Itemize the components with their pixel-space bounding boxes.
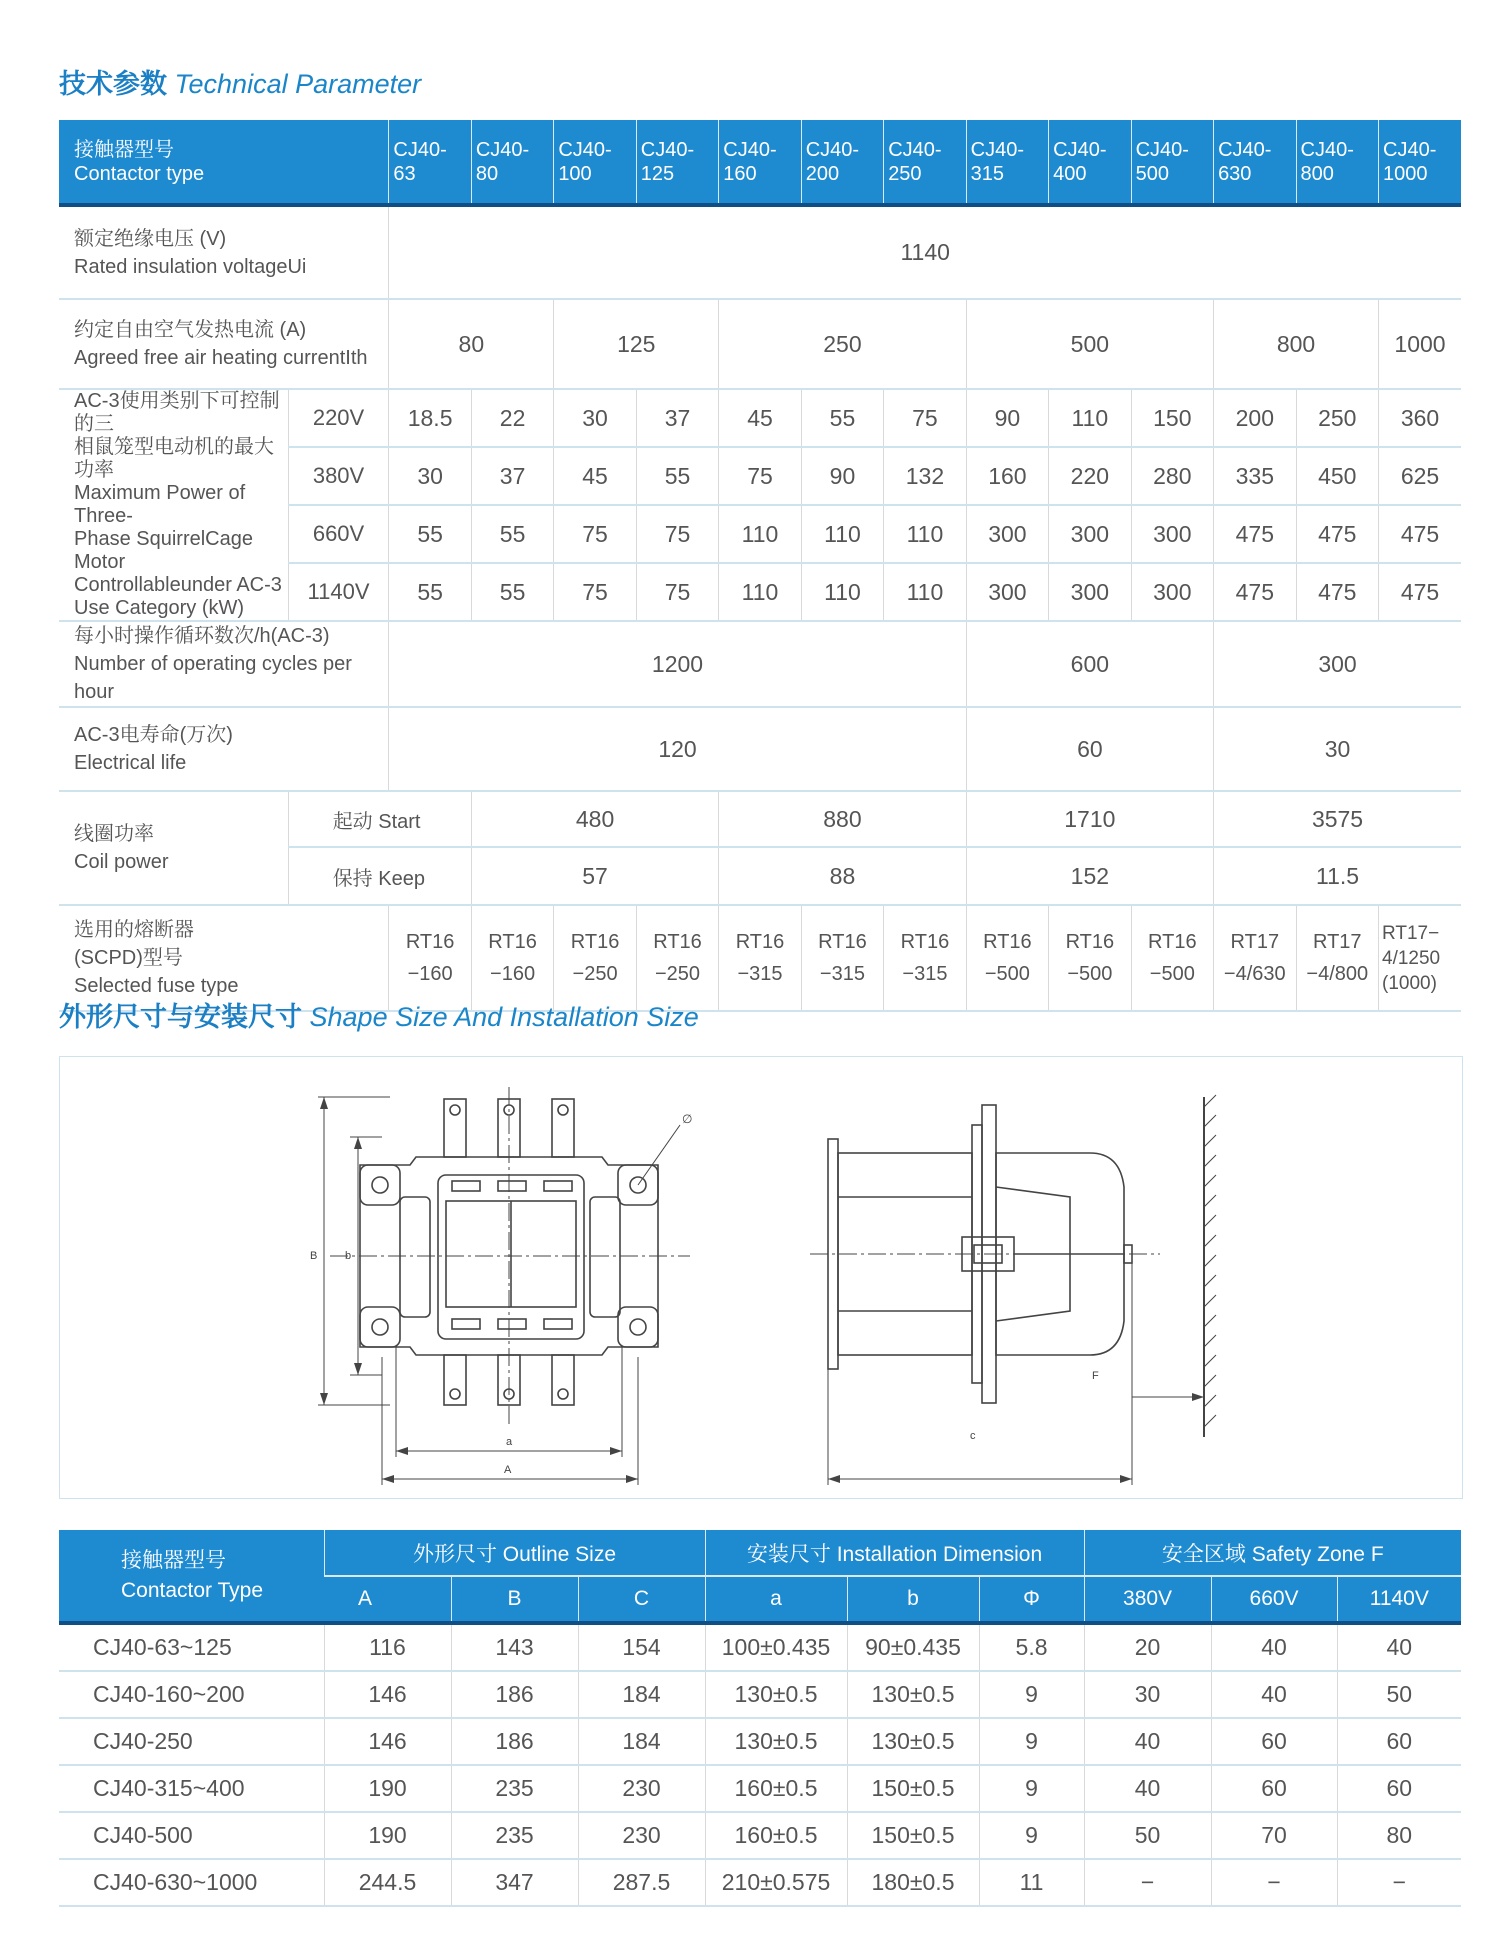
- life-cn: AC-3电寿命(万次): [74, 724, 233, 746]
- power-value: 55: [389, 563, 471, 621]
- fuse-line: −315: [902, 963, 948, 985]
- size-column-header: B: [451, 1576, 578, 1623]
- safety-zone-header: 安全区域 Safety Zone F: [1084, 1530, 1461, 1576]
- model-prefix: CJ40-: [1300, 138, 1354, 161]
- power-value: 300: [1049, 563, 1131, 621]
- fuse-label-line: Selected fuse type: [74, 975, 239, 997]
- size-value-cell: 143: [451, 1623, 578, 1671]
- coil-start-value: 1710: [966, 791, 1213, 847]
- model-number: 1000: [1383, 162, 1428, 185]
- power-value: 475: [1296, 505, 1378, 563]
- fuse-line: RT16: [570, 931, 620, 953]
- size-value-cell: 100±0.435: [705, 1623, 847, 1671]
- size-value-cell: 210±0.575: [705, 1859, 847, 1906]
- size-row: [59, 1671, 1461, 1718]
- heating-cn: 约定自由空气发热电流 (A): [74, 319, 307, 341]
- power-value: 75: [554, 505, 636, 563]
- size-model-cell: CJ40-160~200: [59, 1671, 324, 1718]
- model-prefix: CJ40-: [1218, 138, 1272, 161]
- size-value-cell: 180±0.5: [847, 1859, 979, 1906]
- fuse-line: 4/1250: [1382, 947, 1441, 969]
- power-value: 90: [801, 447, 883, 505]
- power-value: 110: [884, 563, 966, 621]
- power-value: 37: [636, 389, 718, 447]
- model-number: 125: [640, 162, 675, 185]
- fuse-line: −250: [572, 963, 618, 985]
- size-value-cell: 184: [578, 1718, 705, 1765]
- power-label-line: AC-3使用类别下可控制的三: [74, 390, 280, 435]
- model-header-cell: [554, 120, 636, 205]
- dim-label-phi: ∅: [682, 1112, 693, 1126]
- fuse-line: −315: [819, 963, 865, 985]
- size-value-cell: 130±0.5: [847, 1671, 979, 1718]
- contactor-type-header: [59, 1530, 324, 1623]
- size-value-cell: 184: [578, 1671, 705, 1718]
- power-value: 160: [966, 447, 1048, 505]
- model-number: 250: [888, 162, 922, 185]
- size-value-cell: 40: [1211, 1623, 1337, 1671]
- coil-start-row: [59, 791, 1461, 847]
- fuse-line: RT16: [488, 931, 537, 953]
- installation-dimension-header: 安装尺寸 Installation Dimension: [705, 1530, 1084, 1576]
- size-row: [59, 1812, 1461, 1859]
- fuse-cell: [1379, 905, 1462, 1011]
- fuse-line: RT17−: [1382, 922, 1440, 944]
- voltage-cell: 1140V: [288, 563, 389, 621]
- power-value: 450: [1296, 447, 1378, 505]
- insulation-row: [59, 205, 1461, 299]
- heating-row: [59, 299, 1461, 389]
- power-value: 475: [1214, 505, 1296, 563]
- size-row: [59, 1718, 1461, 1765]
- power-value: 110: [1049, 389, 1131, 447]
- size-value-cell: 9: [979, 1671, 1084, 1718]
- power-value: 475: [1296, 563, 1378, 621]
- size-column-header: a: [705, 1576, 847, 1623]
- life-value: 30: [1214, 707, 1461, 791]
- power-value: 55: [389, 505, 471, 563]
- model-prefix: CJ40-: [805, 138, 860, 161]
- model-header-cell: [1379, 120, 1462, 205]
- model-header-cell: [884, 120, 966, 205]
- header-en: Contactor type: [74, 162, 205, 185]
- size-value-cell: 190: [324, 1812, 451, 1859]
- technical-parameter-title: [59, 62, 421, 101]
- size-row: [59, 1765, 1461, 1812]
- size-value-cell: 287.5: [578, 1859, 705, 1906]
- fuse-line: RT16: [818, 931, 867, 953]
- size-value-cell: 60: [1211, 1718, 1337, 1765]
- size-value-cell: 50: [1084, 1812, 1211, 1859]
- size-value-cell: 9: [979, 1765, 1084, 1812]
- model-prefix: CJ40-: [393, 138, 447, 161]
- size-value-cell: 146: [324, 1718, 451, 1765]
- voltage-cell: 220V: [288, 389, 389, 447]
- power-value: 55: [471, 563, 553, 621]
- power-row: [59, 389, 1461, 447]
- power-value: 300: [966, 505, 1048, 563]
- fuse-line: RT16: [900, 931, 950, 953]
- power-value: 30: [389, 447, 471, 505]
- header-en: Contactor Type: [121, 1578, 264, 1602]
- dim-label-A: A: [504, 1464, 512, 1476]
- size-table-body: [59, 1623, 1461, 1906]
- size-value-cell: 186: [451, 1671, 578, 1718]
- coil-keep-value: 57: [471, 847, 718, 905]
- size-column-header: Φ: [979, 1576, 1084, 1623]
- power-value: 220: [1049, 447, 1131, 505]
- heating-value: 125: [554, 299, 719, 389]
- fuse-cell: [884, 905, 966, 1011]
- size-value-cell: 60: [1337, 1718, 1461, 1765]
- model-prefix: CJ40-: [1135, 138, 1189, 161]
- model-header-cell: [719, 120, 801, 205]
- size-column-header: A: [324, 1576, 451, 1623]
- size-value-cell: 70: [1211, 1812, 1337, 1859]
- power-value: 110: [719, 563, 801, 621]
- coil-keep-label: 保持 Keep: [288, 847, 471, 905]
- power-value: 55: [471, 505, 553, 563]
- fuse-line: −4/800: [1306, 963, 1369, 985]
- size-value-cell: 40: [1337, 1623, 1461, 1671]
- model-header-cell: [966, 120, 1048, 205]
- fuse-cell: [1049, 905, 1131, 1011]
- fuse-label-line: (SCPD)型号: [74, 947, 183, 969]
- model-prefix: CJ40-: [1053, 138, 1107, 161]
- size-value-cell: 9: [979, 1812, 1084, 1859]
- model-number: 400: [1053, 162, 1087, 185]
- size-value-cell: 40: [1084, 1765, 1211, 1812]
- coil-cn: 线圈功率: [74, 823, 154, 845]
- cycles-value: 300: [1214, 621, 1461, 707]
- dim-label-F: F: [1092, 1370, 1099, 1382]
- cycles-en: Number of operating cycles per hour: [74, 653, 352, 703]
- size-value-cell: 30: [1084, 1671, 1211, 1718]
- size-value-cell: 50: [1337, 1671, 1461, 1718]
- size-column-header: C: [578, 1576, 705, 1623]
- power-label-line: Maximum Power of Three-: [74, 482, 246, 527]
- size-value-cell: 80: [1337, 1812, 1461, 1859]
- model-prefix: CJ40-: [640, 138, 695, 161]
- size-table: [59, 1530, 1461, 1907]
- power-value: 335: [1214, 447, 1296, 505]
- model-prefix: CJ40-: [558, 138, 612, 161]
- size-value-cell: 130±0.5: [847, 1718, 979, 1765]
- coil-keep-value: 88: [719, 847, 966, 905]
- model-header-cell: [1214, 120, 1296, 205]
- model-number: 800: [1300, 162, 1334, 185]
- size-value-cell: 40: [1211, 1671, 1337, 1718]
- power-value: 300: [1131, 563, 1213, 621]
- dim-label-b: b: [345, 1250, 352, 1262]
- power-label-line: Controllableunder AC-3: [74, 574, 282, 596]
- size-value-cell: 130±0.5: [705, 1718, 847, 1765]
- size-value-cell: −: [1337, 1859, 1461, 1906]
- power-value: 75: [636, 505, 718, 563]
- power-value: 150: [1131, 389, 1213, 447]
- size-value-cell: 90±0.435: [847, 1623, 979, 1671]
- life-label: [59, 707, 389, 791]
- title-cn: 技术参数: [59, 69, 167, 99]
- header-cn: 接触器型号: [74, 138, 174, 161]
- life-en: Electrical life: [74, 752, 187, 774]
- power-value: 300: [966, 563, 1048, 621]
- power-value: 90: [966, 389, 1048, 447]
- power-value: 110: [801, 505, 883, 563]
- coil-keep-value: 152: [966, 847, 1213, 905]
- coil-start-label: 起动 Start: [288, 791, 471, 847]
- power-label-line: Phase SquirrelCage Motor: [74, 528, 253, 573]
- coil-start-value: 880: [719, 791, 966, 847]
- front-view: [318, 1087, 693, 1485]
- shape-size-title: [59, 995, 699, 1034]
- power-value: 75: [636, 563, 718, 621]
- size-model-cell: CJ40-63~125: [59, 1623, 324, 1671]
- dimension-drawing: [59, 1056, 1463, 1499]
- power-value: 75: [554, 563, 636, 621]
- power-value: 360: [1379, 389, 1462, 447]
- contactor-type-header: [59, 120, 389, 205]
- fuse-cell: [1131, 905, 1213, 1011]
- voltage-cell: 380V: [288, 447, 389, 505]
- size-value-cell: 235: [451, 1765, 578, 1812]
- cycles-label: [59, 621, 389, 707]
- model-prefix: CJ40-: [888, 138, 942, 161]
- coil-start-value: 3575: [1214, 791, 1461, 847]
- heating-value: 250: [719, 299, 966, 389]
- model-prefix: CJ40-: [970, 138, 1025, 161]
- life-row: [59, 707, 1461, 791]
- fuse-line: RT17: [1230, 931, 1280, 953]
- heating-value: 1000: [1379, 299, 1462, 389]
- insulation-label: [59, 205, 389, 299]
- coil-label: [59, 791, 288, 905]
- size-column-header: 660V: [1211, 1576, 1337, 1623]
- heating-value: 80: [389, 299, 554, 389]
- power-value: 132: [884, 447, 966, 505]
- size-value-cell: −: [1084, 1859, 1211, 1906]
- power-value: 110: [884, 505, 966, 563]
- power-value: 110: [719, 505, 801, 563]
- power-value: 300: [1049, 505, 1131, 563]
- size-value-cell: −: [1211, 1859, 1337, 1906]
- model-number: 63: [393, 162, 416, 185]
- size-value-cell: 5.8: [979, 1623, 1084, 1671]
- size-value-cell: 230: [578, 1812, 705, 1859]
- size-column-header: b: [847, 1576, 979, 1623]
- cycles-row: [59, 621, 1461, 707]
- heating-value: 500: [966, 299, 1213, 389]
- model-prefix: CJ40-: [1383, 138, 1437, 161]
- cycles-value: 600: [966, 621, 1213, 707]
- fuse-line: −160: [490, 963, 536, 985]
- fuse-cell: [966, 905, 1048, 1011]
- coil-keep-value: 11.5: [1214, 847, 1461, 905]
- fuse-cell: [801, 905, 883, 1011]
- model-header-cell: [1049, 120, 1131, 205]
- heating-label: [59, 299, 389, 389]
- size-row: [59, 1859, 1461, 1906]
- model-header-cell: [801, 120, 883, 205]
- model-prefix: CJ40-: [475, 138, 530, 161]
- title-cn: 外形尺寸与安装尺寸: [59, 1002, 302, 1032]
- power-value: 110: [801, 563, 883, 621]
- power-value: 475: [1214, 563, 1296, 621]
- fuse-line: RT16: [1148, 931, 1197, 953]
- power-value: 300: [1131, 505, 1213, 563]
- size-model-cell: CJ40-500: [59, 1812, 324, 1859]
- size-column-header: 380V: [1084, 1576, 1211, 1623]
- fuse-line: RT16: [983, 931, 1032, 953]
- size-model-cell: CJ40-250: [59, 1718, 324, 1765]
- title-en: Technical Parameter: [174, 69, 422, 99]
- size-value-cell: 60: [1337, 1765, 1461, 1812]
- voltage-cell: 660V: [288, 505, 389, 563]
- power-label-line: Use Category (kW): [74, 597, 245, 619]
- side-view: [810, 1095, 1216, 1485]
- model-number: 100: [558, 162, 592, 185]
- dim-label-B: B: [310, 1250, 318, 1262]
- power-value: 37: [471, 447, 553, 505]
- heating-en: Agreed free air heating currentIth: [74, 347, 368, 369]
- coil-start-value: 480: [471, 791, 718, 847]
- fuse-cell: [719, 905, 801, 1011]
- size-value-cell: 60: [1211, 1765, 1337, 1812]
- fuse-line: −4/630: [1223, 963, 1286, 985]
- size-value-cell: 130±0.5: [705, 1671, 847, 1718]
- model-number: 160: [723, 162, 757, 185]
- title-en: Shape Size And Installation Size: [309, 1002, 699, 1032]
- size-value-cell: 160±0.5: [705, 1765, 847, 1812]
- size-value-cell: 235: [451, 1812, 578, 1859]
- power-label: [59, 389, 288, 621]
- outline-size-header: 外形尺寸 Outline Size: [324, 1530, 705, 1576]
- power-label-line: 相鼠笼型电动机的最大功率: [74, 436, 274, 481]
- fuse-line: −160: [407, 963, 453, 985]
- power-value: 22: [471, 389, 553, 447]
- cycles-cn: 每小时操作循环数次/h(AC-3): [74, 625, 330, 647]
- model-header-row: [59, 120, 1461, 205]
- power-value: 250: [1296, 389, 1378, 447]
- power-value: 475: [1379, 563, 1462, 621]
- insulation-en: Rated insulation voltageUi: [74, 255, 307, 278]
- fuse-line: RT16: [735, 931, 785, 953]
- dimension-drawing-svg: [60, 1057, 1462, 1498]
- insulation-cn: 额定绝缘电压 (V): [74, 227, 227, 250]
- fuse-line: RT16: [1065, 931, 1115, 953]
- model-number: 630: [1218, 162, 1252, 185]
- model-header-cell: [389, 120, 471, 205]
- power-value: 45: [554, 447, 636, 505]
- size-model-cell: CJ40-315~400: [59, 1765, 324, 1812]
- size-value-cell: 116: [324, 1623, 451, 1671]
- dim-label-c: c: [970, 1430, 976, 1442]
- model-header-cell: [636, 120, 718, 205]
- header-cn: 接触器型号: [121, 1548, 226, 1572]
- size-value-cell: 150±0.5: [847, 1765, 979, 1812]
- coil-en: Coil power: [74, 851, 169, 873]
- fuse-line: (1000): [1382, 972, 1437, 994]
- power-value: 475: [1379, 505, 1462, 563]
- size-value-cell: 20: [1084, 1623, 1211, 1671]
- fuse-line: −315: [737, 963, 783, 985]
- size-value-cell: 9: [979, 1718, 1084, 1765]
- cycles-value: 1200: [389, 621, 966, 707]
- model-header-cell: [471, 120, 553, 205]
- size-model-cell: CJ40-630~1000: [59, 1859, 324, 1906]
- fuse-line: RT16: [653, 931, 702, 953]
- fuse-cell: [1214, 905, 1296, 1011]
- model-number: 500: [1135, 162, 1169, 185]
- model-number: 315: [970, 162, 1005, 185]
- size-column-header: 1140V: [1337, 1576, 1461, 1623]
- power-value: 55: [801, 389, 883, 447]
- model-header-cell: [1131, 120, 1213, 205]
- size-value-cell: 186: [451, 1718, 578, 1765]
- technical-parameter-table: [59, 120, 1461, 1012]
- size-header-row: [59, 1530, 1461, 1576]
- life-value: 120: [389, 707, 966, 791]
- fuse-line: RT16: [405, 931, 455, 953]
- insulation-value: 1140: [389, 205, 1461, 299]
- fuse-line: −500: [984, 963, 1030, 985]
- size-value-cell: 160±0.5: [705, 1812, 847, 1859]
- fuse-label-line: 选用的熔断器: [74, 919, 194, 941]
- size-value-cell: 230: [578, 1765, 705, 1812]
- model-header-cell: [1296, 120, 1378, 205]
- size-value-cell: 146: [324, 1671, 451, 1718]
- size-value-cell: 244.5: [324, 1859, 451, 1906]
- fuse-line: −500: [1149, 963, 1195, 985]
- power-value: 75: [719, 447, 801, 505]
- fuse-line: RT17: [1312, 931, 1362, 953]
- model-number: 200: [805, 162, 840, 185]
- model-prefix: CJ40-: [723, 138, 777, 161]
- power-value: 200: [1214, 389, 1296, 447]
- model-number: 80: [475, 162, 499, 185]
- size-value-cell: 347: [451, 1859, 578, 1906]
- power-value: 55: [636, 447, 718, 505]
- power-value: 45: [719, 389, 801, 447]
- fuse-cell: [1296, 905, 1378, 1011]
- size-row: [59, 1623, 1461, 1671]
- fuse-line: −250: [654, 963, 701, 985]
- size-value-cell: 150±0.5: [847, 1812, 979, 1859]
- fuse-line: −500: [1067, 963, 1113, 985]
- size-value-cell: 40: [1084, 1718, 1211, 1765]
- size-value-cell: 190: [324, 1765, 451, 1812]
- heating-value: 800: [1214, 299, 1379, 389]
- power-value: 30: [554, 389, 636, 447]
- power-value: 75: [884, 389, 966, 447]
- dim-label-a: a: [506, 1436, 513, 1448]
- life-value: 60: [966, 707, 1213, 791]
- power-value: 18.5: [389, 389, 471, 447]
- power-value: 625: [1379, 447, 1462, 505]
- size-value-cell: 11: [979, 1859, 1084, 1906]
- size-value-cell: 154: [578, 1623, 705, 1671]
- power-value: 280: [1131, 447, 1213, 505]
